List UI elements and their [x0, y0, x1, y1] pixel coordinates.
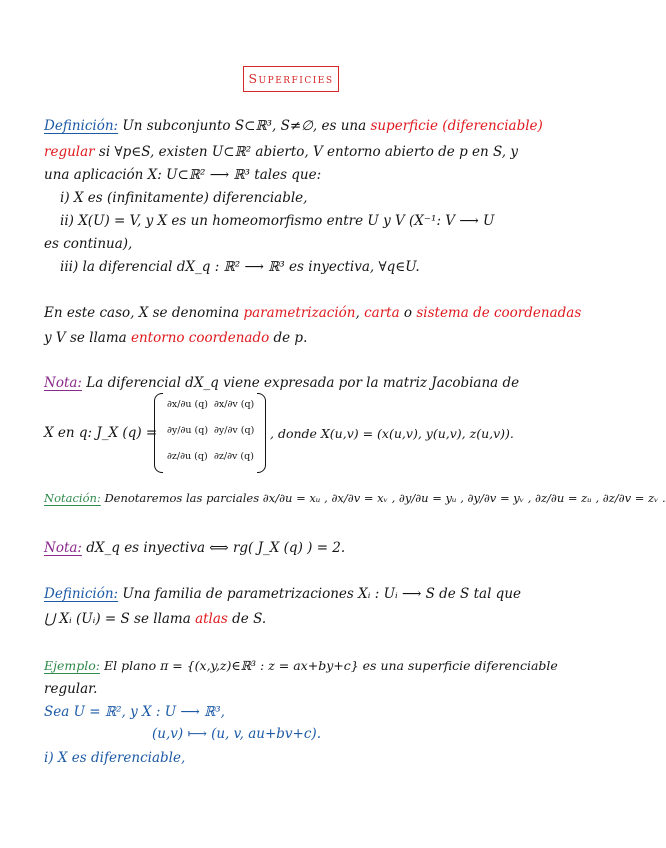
term-carta: carta — [364, 305, 400, 321]
definition-2-end: de S. — [227, 611, 267, 627]
ejemplo-text: El plano π = {(x,y,z)∈ℝ³ : z = ax+by+c} es una superficie diferenciable — [100, 658, 558, 673]
parametrization-text: En este caso, X se denomina — [44, 305, 244, 321]
ejemplo-line-5: i) X es diferenciable, — [44, 750, 186, 766]
nota-label: Nota: — [44, 375, 82, 391]
definition-2-line-1 — [44, 586, 521, 603]
matrix-cell: ∂y/∂u (q) — [167, 425, 209, 436]
definition-line-3: una aplicación X: U⊂ℝ² ⟶ ℝ³ tales que: — [44, 167, 322, 183]
parametrization-line-2 — [44, 330, 307, 347]
definition-label: Definición: — [44, 118, 119, 134]
nota-text: La diferencial dX_q viene expresada por la matriz Jacobiana de — [81, 375, 520, 391]
matrix-cell: ∂y/∂v (q) — [214, 425, 255, 436]
nota-2-text: dX_q es inyectiva ⟺ rg( J_X (q) ) = 2. — [81, 540, 346, 556]
definition-line-1 — [44, 118, 543, 135]
ejemplo-line-1 — [44, 657, 558, 674]
condition-3: iii) la diferencial dX_q : ℝ² ⟶ ℝ³ es inyectiva, ∀q∈U. — [60, 259, 420, 275]
term-sistema-coordenadas: sistema de coordenadas — [416, 305, 582, 321]
condition-1: i) X es (infinitamente) diferenciable, — [60, 190, 308, 206]
ejemplo-line-3: Sea U = ℝ², y X : U ⟶ ℝ³, — [44, 704, 225, 720]
condition-2-continuation: es continua), — [44, 236, 133, 252]
notacion-label: Notación: — [44, 491, 101, 505]
nota-1-line-1 — [44, 375, 519, 392]
ejemplo-label: Ejemplo: — [44, 658, 100, 673]
term-parametrizacion: parametrización — [243, 305, 356, 321]
definition-2-text: Una familia de parametrizaciones Xᵢ : Uᵢ ⟶ S de S tal que — [118, 586, 522, 602]
condition-2: ii) X(U) = V, y X es un homeomorfismo entre U y V (X⁻¹: V ⟶ U — [60, 213, 495, 229]
parametrization-sep: , — [355, 305, 365, 321]
term-atlas: atlas — [195, 611, 228, 627]
matrix-cell: ∂x/∂v (q) — [214, 399, 255, 410]
jacobian-matrix — [154, 393, 266, 471]
definition-text: Un subconjunto S⊂ℝ³, S≠∅, es una — [122, 118, 371, 134]
page-title: Superficies — [243, 66, 339, 92]
definition-text-2: si ∀p∈S, existen U⊂ℝ² abierto, V entorno abierto de p en S, y — [94, 144, 518, 160]
notacion-text: Denotaremos las parciales ∂x/∂u = xᵤ , ∂x/∂v = xᵥ , ∂y/∂u = yᵤ , ∂y/∂v = yᵥ , ∂z/∂u = zᵤ , ∂z/∂v = zᵥ . — [100, 491, 666, 505]
matrix-cell: ∂x/∂u (q) — [167, 399, 209, 410]
nota-2-label: Nota: — [44, 540, 82, 556]
matrix-left-bracket — [154, 393, 163, 473]
definition-term-regular: regular — [44, 144, 95, 160]
definition-line-2 — [44, 144, 518, 161]
notacion-line — [44, 490, 666, 507]
parametrization-or: o — [399, 305, 417, 321]
term-entorno-coordenado: entorno coordenado — [131, 330, 270, 346]
jacobian-prefix: X en q: J_X (q) = — [44, 425, 158, 441]
ejemplo-line-4: (u,v) ⟼ (u, v, au+bv+c). — [152, 726, 321, 742]
definition-term: superficie (diferenciable) — [370, 118, 543, 134]
definition-2-text-2: ⋃ Xᵢ (Uᵢ) = S se llama — [44, 611, 196, 627]
matrix-cell: ∂z/∂u (q) — [167, 451, 208, 462]
nota-2-line — [44, 540, 345, 557]
ejemplo-line-2: regular. — [44, 681, 98, 697]
parametrization-line-1 — [44, 305, 581, 322]
matrix-cell: ∂z/∂v (q) — [214, 451, 254, 462]
matrix-right-bracket — [257, 393, 266, 473]
definition-2-line-2 — [44, 611, 266, 628]
jacobian-donde: , donde X(u,v) = (x(u,v), y(u,v), z(u,v)). — [270, 426, 514, 441]
definition-2-label: Definición: — [44, 586, 119, 602]
parametrization-end: de p. — [269, 330, 308, 346]
parametrization-text-2: y V se llama — [44, 330, 131, 346]
